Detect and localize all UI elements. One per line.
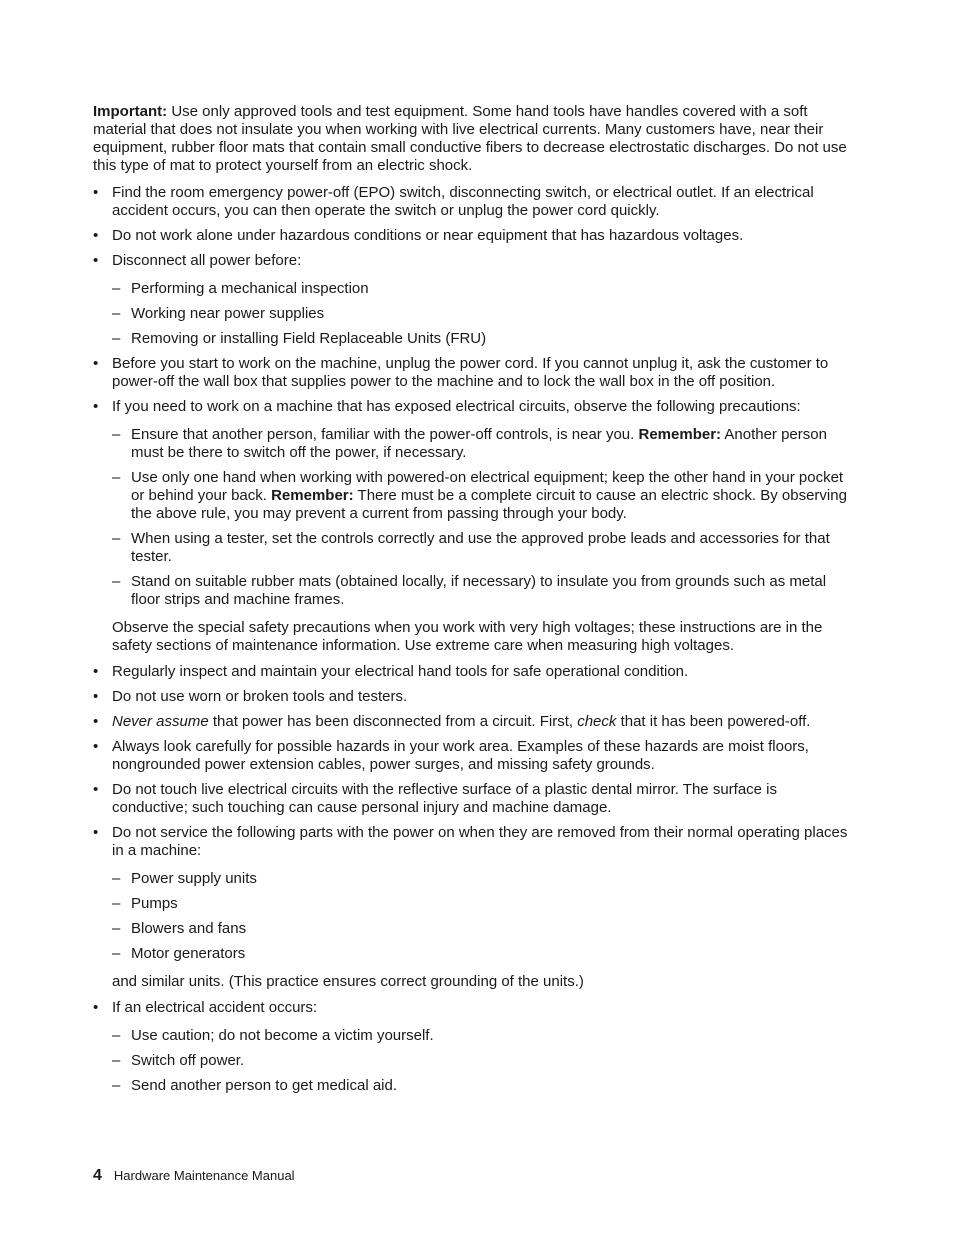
important-text: Use only approved tools and test equipment. Some hand tools have handles covered with a soft material that does not insulate you when working with live electrical currents. Many customers have, near their equipment, rubber floor mats that contain small conductive fibers to decrease electrostatic discharges. Do not use this type of mat to protect yourself from an electric shock. bbox=[93, 103, 847, 174]
list-item: • Never assume that power has been disconnected from a circuit. First, check that it has been powered-off. bbox=[93, 713, 811, 730]
dash-icon: – bbox=[112, 305, 121, 322]
dash-icon: – bbox=[112, 1027, 121, 1044]
dash-icon: – bbox=[112, 573, 121, 590]
list-item-text: Before you start to work on the machine, unplug the power cord. If you cannot unplug it, ask the customer to power-off the wall box that supplies power to the machine and to lock the wall box in the off position. bbox=[112, 355, 829, 390]
similar-units-note: and similar units. (This practice ensures correct grounding of the units.) bbox=[112, 973, 584, 990]
dash-icon: – bbox=[112, 280, 121, 297]
bullet-icon: • bbox=[93, 663, 99, 680]
sub-list-item: – Use caution; do not become a victim yourself. bbox=[112, 1027, 434, 1044]
manual-title: Hardware Maintenance Manual bbox=[113, 1168, 295, 1183]
dash-icon: – bbox=[112, 1052, 121, 1069]
list-item-text: Do not service the following parts with the power on when they are removed from their normal operating places in a machine: bbox=[112, 824, 848, 859]
page-number: 4 bbox=[93, 1167, 102, 1184]
bullet-icon: • bbox=[93, 227, 99, 244]
list-item-text: Always look carefully for possible hazards in your work area. Examples of these hazards are moist floors, nongrounded power extension cables, power surges, and missing safety grounds. bbox=[112, 738, 809, 773]
sub-list-item: – Power supply units bbox=[112, 870, 257, 887]
sub-list bbox=[112, 426, 853, 609]
sub-list bbox=[112, 1027, 853, 1095]
list-item bbox=[93, 355, 853, 391]
sub-list-item: – Removing or installing Field Replaceable Units (FRU) bbox=[112, 330, 487, 347]
list-item bbox=[93, 999, 853, 1095]
bullet-icon: • bbox=[93, 252, 99, 269]
bullet-icon: • bbox=[93, 355, 99, 372]
bullet-icon: • bbox=[93, 781, 99, 798]
list-item bbox=[93, 738, 853, 774]
sub-list-item: – Ensure that another person, familiar with the power-off controls, is near you. Remember: Another person must be there to switch off the power, if necessary. bbox=[112, 426, 827, 461]
dash-icon: – bbox=[112, 1077, 121, 1094]
sub-list-item: – When using a tester, set the controls correctly and use the approved probe leads and accessories for that tester. bbox=[112, 530, 830, 565]
sub-list bbox=[112, 280, 853, 348]
dash-icon: – bbox=[112, 920, 121, 937]
bullet-icon: • bbox=[93, 999, 99, 1016]
list-item bbox=[93, 824, 853, 963]
bullet-icon: • bbox=[93, 713, 99, 730]
sub-list-item: – Switch off power. bbox=[112, 1052, 245, 1069]
list-item-text: If you need to work on a machine that has exposed electrical circuits, observe the following precautions: bbox=[112, 398, 801, 415]
dash-icon: – bbox=[112, 330, 121, 347]
dash-icon: – bbox=[112, 469, 121, 486]
list-item bbox=[93, 184, 853, 220]
list-item bbox=[93, 398, 853, 609]
important-label: Important: bbox=[93, 103, 168, 120]
bullet-icon: • bbox=[93, 824, 99, 841]
bullet-icon: • bbox=[93, 398, 99, 415]
bullet-icon: • bbox=[93, 688, 99, 705]
high-voltage-note: Observe the special safety precautions when you work with very high voltages; these instructions are in the safety sections of maintenance information. Use extreme care when measuring high voltages. bbox=[112, 619, 823, 654]
page-body bbox=[93, 103, 853, 1102]
remember-label: Remember: bbox=[271, 487, 354, 504]
list-item bbox=[93, 252, 853, 348]
never-assume-text: Never assume bbox=[112, 713, 209, 730]
sub-list-item: – Blowers and fans bbox=[112, 920, 247, 937]
dash-icon: – bbox=[112, 945, 121, 962]
list-item-text: Disconnect all power before: bbox=[112, 252, 302, 269]
check-text: check bbox=[577, 713, 617, 730]
list-item-text: Do not use worn or broken tools and testers. bbox=[112, 688, 408, 705]
list-item-text: Do not work alone under hazardous conditions or near equipment that has hazardous voltages. bbox=[112, 227, 744, 244]
list-item bbox=[93, 227, 853, 245]
page-footer bbox=[93, 1167, 295, 1185]
list-item-text: Find the room emergency power-off (EPO) switch, disconnecting switch, or electrical outlet. If an electrical accident occurs, you can then operate the switch or unplug the power cord quickly. bbox=[112, 184, 814, 219]
sub-list-item: – Use only one hand when working with powered-on electrical equipment; keep the other hand in your pocket or behind your back. Remember: There must be a complete circuit to cause an electric shock. By observing the above rule, you may prevent a current from passing through your body. bbox=[112, 469, 847, 522]
list-item-text: Do not touch live electrical circuits with the reflective surface of a plastic dental mirror. The surface is conductive; such touching can cause personal injury and machine damage. bbox=[112, 781, 778, 816]
list-item-text: Regularly inspect and maintain your electrical hand tools for safe operational condition. bbox=[112, 663, 689, 680]
dash-icon: – bbox=[112, 530, 121, 547]
list-item bbox=[93, 781, 853, 817]
dash-icon: – bbox=[112, 870, 121, 887]
list-item-text: If an electrical accident occurs: bbox=[112, 999, 318, 1016]
sub-list-item: – Motor generators bbox=[112, 945, 246, 962]
bullet-icon: • bbox=[93, 184, 99, 201]
remember-label: Remember: bbox=[638, 426, 722, 443]
sub-list-item: – Performing a mechanical inspection bbox=[112, 280, 369, 297]
sub-list-item: – Working near power supplies bbox=[112, 305, 325, 322]
sub-list-item: – Stand on suitable rubber mats (obtained locally, if necessary) to insulate you from grounds such as metal floor strips and machine frames. bbox=[112, 573, 827, 608]
dash-icon: – bbox=[112, 426, 121, 443]
list-item bbox=[93, 663, 853, 681]
sub-list bbox=[112, 870, 853, 963]
dash-icon: – bbox=[112, 895, 121, 912]
bullet-icon: • bbox=[93, 738, 99, 755]
sub-list-item: – Pumps bbox=[112, 895, 178, 912]
important-paragraph bbox=[93, 103, 853, 175]
list-item bbox=[93, 688, 853, 706]
sub-list-item: – Send another person to get medical aid. bbox=[112, 1077, 398, 1094]
